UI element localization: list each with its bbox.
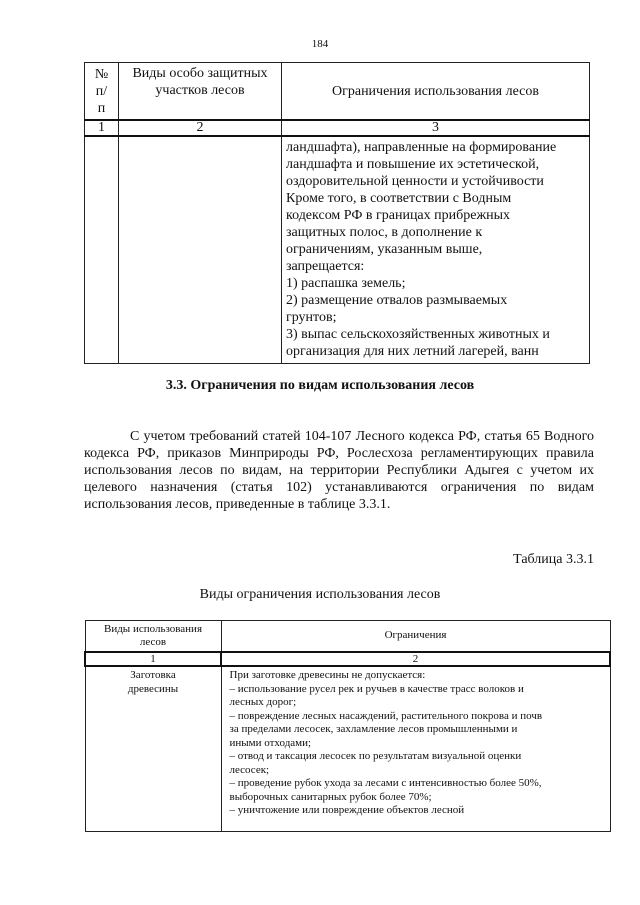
body-paragraph <box>84 428 594 513</box>
protective-areas-table <box>84 62 590 364</box>
text-line: – уничтожение или повреждение объектов лесной <box>229 804 465 816</box>
header-number-line: № <box>94 66 109 82</box>
text-line: ограничениям, указанным выше, <box>286 242 483 257</box>
column-number: 1 <box>85 652 221 666</box>
text-line: иными отходами; <box>229 736 312 749</box>
text-line: – проведение рубок ухода за лесами с интенсивностью более 50%, <box>229 777 542 789</box>
text-line: выборочных санитарных рубок более 70%; <box>229 790 432 803</box>
text-line: за пределами лесосек, захламление лесов промышленными и <box>229 723 518 735</box>
text-line: – повреждение лесных насаждений, растительного покрова и почв <box>229 709 543 722</box>
table-row <box>85 666 610 832</box>
page-number: 184 <box>311 38 329 50</box>
column-number-row <box>85 652 610 666</box>
header-usage-type-cell <box>85 621 221 653</box>
text-line: кодексом РФ в границах прибрежных <box>286 208 511 223</box>
text-line: ландшафта и повышение их эстетической, <box>286 157 540 172</box>
text-line: оздоровительной ценности и устойчивости <box>286 174 544 189</box>
text-line: 3) выпас сельскохозяйственных животных и <box>286 327 550 342</box>
header-restrictions-cell: Ограничения использования лесов <box>282 63 590 121</box>
text-line: При заготовке древесины не допускается: <box>229 669 426 681</box>
text-line: лесосек; <box>229 763 270 776</box>
column-number: 1 <box>85 120 119 136</box>
header-number-line: п <box>97 100 106 116</box>
usage-type-line: Заготовка <box>130 669 176 681</box>
text-line: – использование русел рек и ручьев в качестве трасс волоков и <box>229 682 524 695</box>
text-line: ландшафта), направленные на формирование <box>286 140 557 155</box>
header-number-line: п/ <box>95 83 108 99</box>
header-area-type-line: участков лесов <box>155 83 245 98</box>
text-line: – отвод и таксация лесосек по результатам визуальной оценки <box>229 750 522 762</box>
usage-type-cell <box>85 666 221 832</box>
table-title: Виды ограничения использования лесов <box>199 587 441 602</box>
paragraph-text: С учетом требований статей 104-107 Лесного кодекса РФ, статья 65 Водного кодекса РФ, приказов Минприроды РФ, Рослесхоза регламентирующих правила использования лесов по видам, на территории Республики Адыгея с учетом их целевого назначения (статья 102) устанавливаются ограничения по видам использования лесов, приведенные в таблице 3.3.1. <box>84 429 594 512</box>
empty-cell <box>119 136 282 364</box>
column-number: 2 <box>221 652 610 666</box>
header-usage-type-line: лесов <box>139 636 167 648</box>
table-header-row <box>85 621 610 653</box>
header-restrictions-cell: Ограничения <box>221 621 610 653</box>
text-line: запрещается: <box>286 259 365 274</box>
text-line: 1) распашка земель; <box>286 276 406 291</box>
header-area-type-line: Виды особо защитных <box>132 66 268 81</box>
restrictions-cell <box>282 136 590 364</box>
header-area-type-cell <box>119 63 282 121</box>
section-title: 3.3. Ограничения по видам использования лесов <box>165 378 475 393</box>
text-line: защитных полос, в дополнение к <box>286 225 483 240</box>
table-row <box>85 136 590 364</box>
usage-type-line: древесины <box>127 682 179 695</box>
text-line: лесных дорог; <box>229 696 297 708</box>
header-usage-type-line: Виды использования <box>103 622 203 635</box>
text-line: организация для них летний лагерей, ванн <box>286 344 539 359</box>
column-number: 2 <box>119 120 282 136</box>
table-header-row <box>85 63 590 121</box>
usage-restrictions-table <box>84 620 611 832</box>
restrictions-cell <box>221 666 610 832</box>
column-number-row <box>85 120 590 136</box>
text-line: Кроме того, в соответствии с Водным <box>286 191 512 206</box>
empty-cell <box>85 136 119 364</box>
table-caption: Таблица 3.3.1 <box>513 552 594 567</box>
column-number: 3 <box>282 120 590 136</box>
text-line: грунтов; <box>286 310 337 325</box>
text-line: 2) размещение отвалов размываемых <box>286 293 508 308</box>
header-number-cell <box>85 63 119 121</box>
